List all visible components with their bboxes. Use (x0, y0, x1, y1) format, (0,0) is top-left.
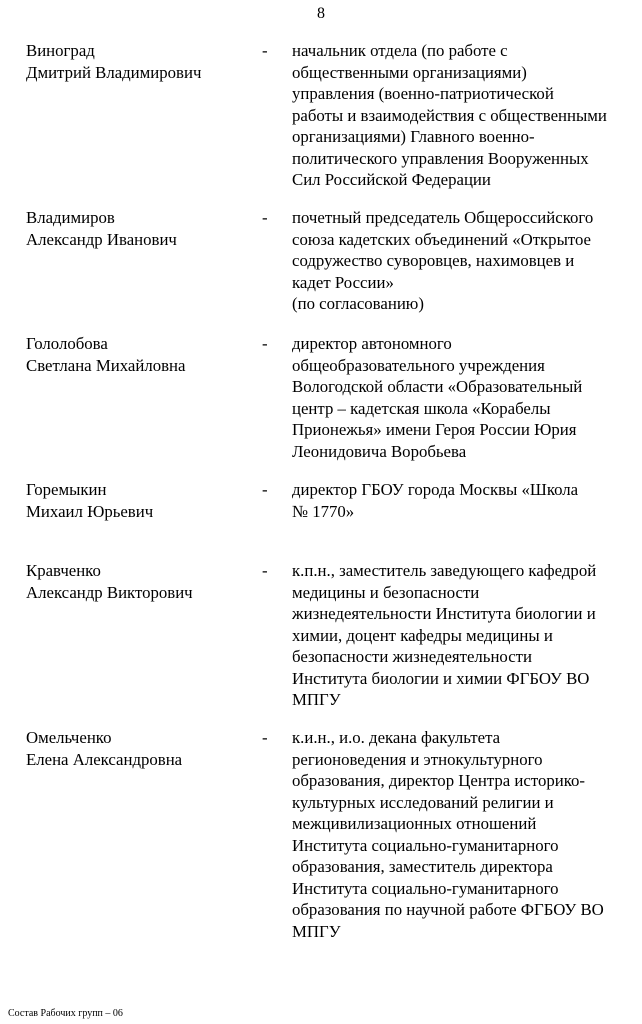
member-given-names: Дмитрий Владимирович (26, 62, 202, 82)
separator-dash: - (262, 208, 268, 227)
position-line: Леонидовича Воробьева (292, 441, 467, 461)
member-position (292, 207, 638, 315)
position-line: Института биологии и химии ФГБОУ ВО (292, 668, 590, 688)
member-name (26, 560, 246, 603)
position-line: организациями) Главного военно- (292, 127, 535, 146)
position-line: содружество суворовцев, нахимовцев и (292, 251, 575, 270)
position-line: к.п.н., заместитель заведующего кафедрой (292, 561, 597, 580)
member-surname: Владимиров (26, 208, 115, 227)
position-line: безопасности жизнедеятельности (292, 647, 532, 666)
separator-dash: - (262, 728, 268, 747)
position-line: Сил Российской Федерации (292, 170, 491, 189)
position-line: начальник отдела (по работе с (292, 41, 508, 60)
position-line: жизнедеятельности Института биологии и (292, 604, 596, 623)
member-surname: Кравченко (26, 561, 101, 580)
member-position (292, 40, 638, 191)
position-line: межцивилизационных отношений (292, 814, 537, 833)
position-line: № 1770» (292, 501, 355, 521)
member-position (292, 479, 638, 522)
position-line: общественными организациями) (292, 62, 527, 82)
member-position (292, 560, 638, 711)
member-given-names: Елена Александровна (26, 749, 183, 769)
position-line: культурных исследований религии и (292, 792, 554, 812)
separator-dash: - (262, 334, 268, 353)
member-surname: Горемыкин (26, 480, 107, 499)
position-line: к.и.н., и.о. декана факультета (292, 728, 501, 747)
position-line: Института социально-гуманитарного (292, 878, 559, 898)
page-number: 8 (317, 5, 325, 22)
position-line: почетный председатель Общероссийского (292, 208, 594, 227)
member-surname: Омельченко (26, 728, 112, 747)
position-line: химии, доцент кафедры медицины и (292, 625, 553, 645)
document-footer: Состав Рабочих групп – 06 (8, 1008, 123, 1019)
member-name (26, 40, 246, 83)
member-given-names: Светлана Михайловна (26, 355, 186, 375)
member-name (26, 333, 246, 376)
position-line: МПГУ (292, 690, 341, 709)
position-line: образования, директор Центра историко- (292, 771, 585, 790)
position-line: управления (военно-патриотической (292, 84, 554, 103)
position-line: МПГУ (292, 921, 341, 941)
position-line: союза кадетских объединений «Открытое (292, 229, 592, 249)
member-name (26, 479, 246, 522)
member-given-names: Михаил Юрьевич (26, 501, 154, 521)
member-surname: Виноград (26, 41, 95, 60)
member-position (292, 727, 638, 942)
member-position (292, 333, 638, 462)
position-line: общеобразовательного учреждения (292, 355, 545, 375)
member-name (26, 207, 246, 250)
member-given-names: Александр Викторович (26, 582, 193, 602)
position-line: регионоведения и этнокультурного (292, 749, 543, 769)
member-given-names: Александр Иванович (26, 229, 177, 249)
position-line: директор ГБОУ города Москвы «Школа (292, 480, 579, 499)
position-line: образования, заместитель директора (292, 857, 553, 876)
position-line: (по согласованию) (292, 294, 424, 313)
position-line: медицины и безопасности (292, 582, 480, 602)
member-name (26, 727, 246, 770)
position-line: директор автономного (292, 334, 452, 353)
separator-dash: - (262, 480, 268, 499)
separator-dash: - (262, 561, 268, 580)
position-line: работы и взаимодействия с общественными (292, 105, 607, 125)
position-line: политического управления Вооруженных (292, 148, 589, 168)
position-line: центр – кадетская школа «Корабелы (292, 398, 551, 418)
position-line: Института социально-гуманитарного (292, 835, 559, 855)
separator-dash: - (262, 41, 268, 60)
member-surname: Гололобова (26, 334, 108, 353)
position-line: Прионежья» имени Героя России Юрия (292, 420, 577, 439)
position-line: кадет России» (292, 272, 394, 292)
position-line: образования по научной работе ФГБОУ ВО (292, 900, 604, 919)
position-line: Вологодской области «Образовательный (292, 377, 583, 396)
